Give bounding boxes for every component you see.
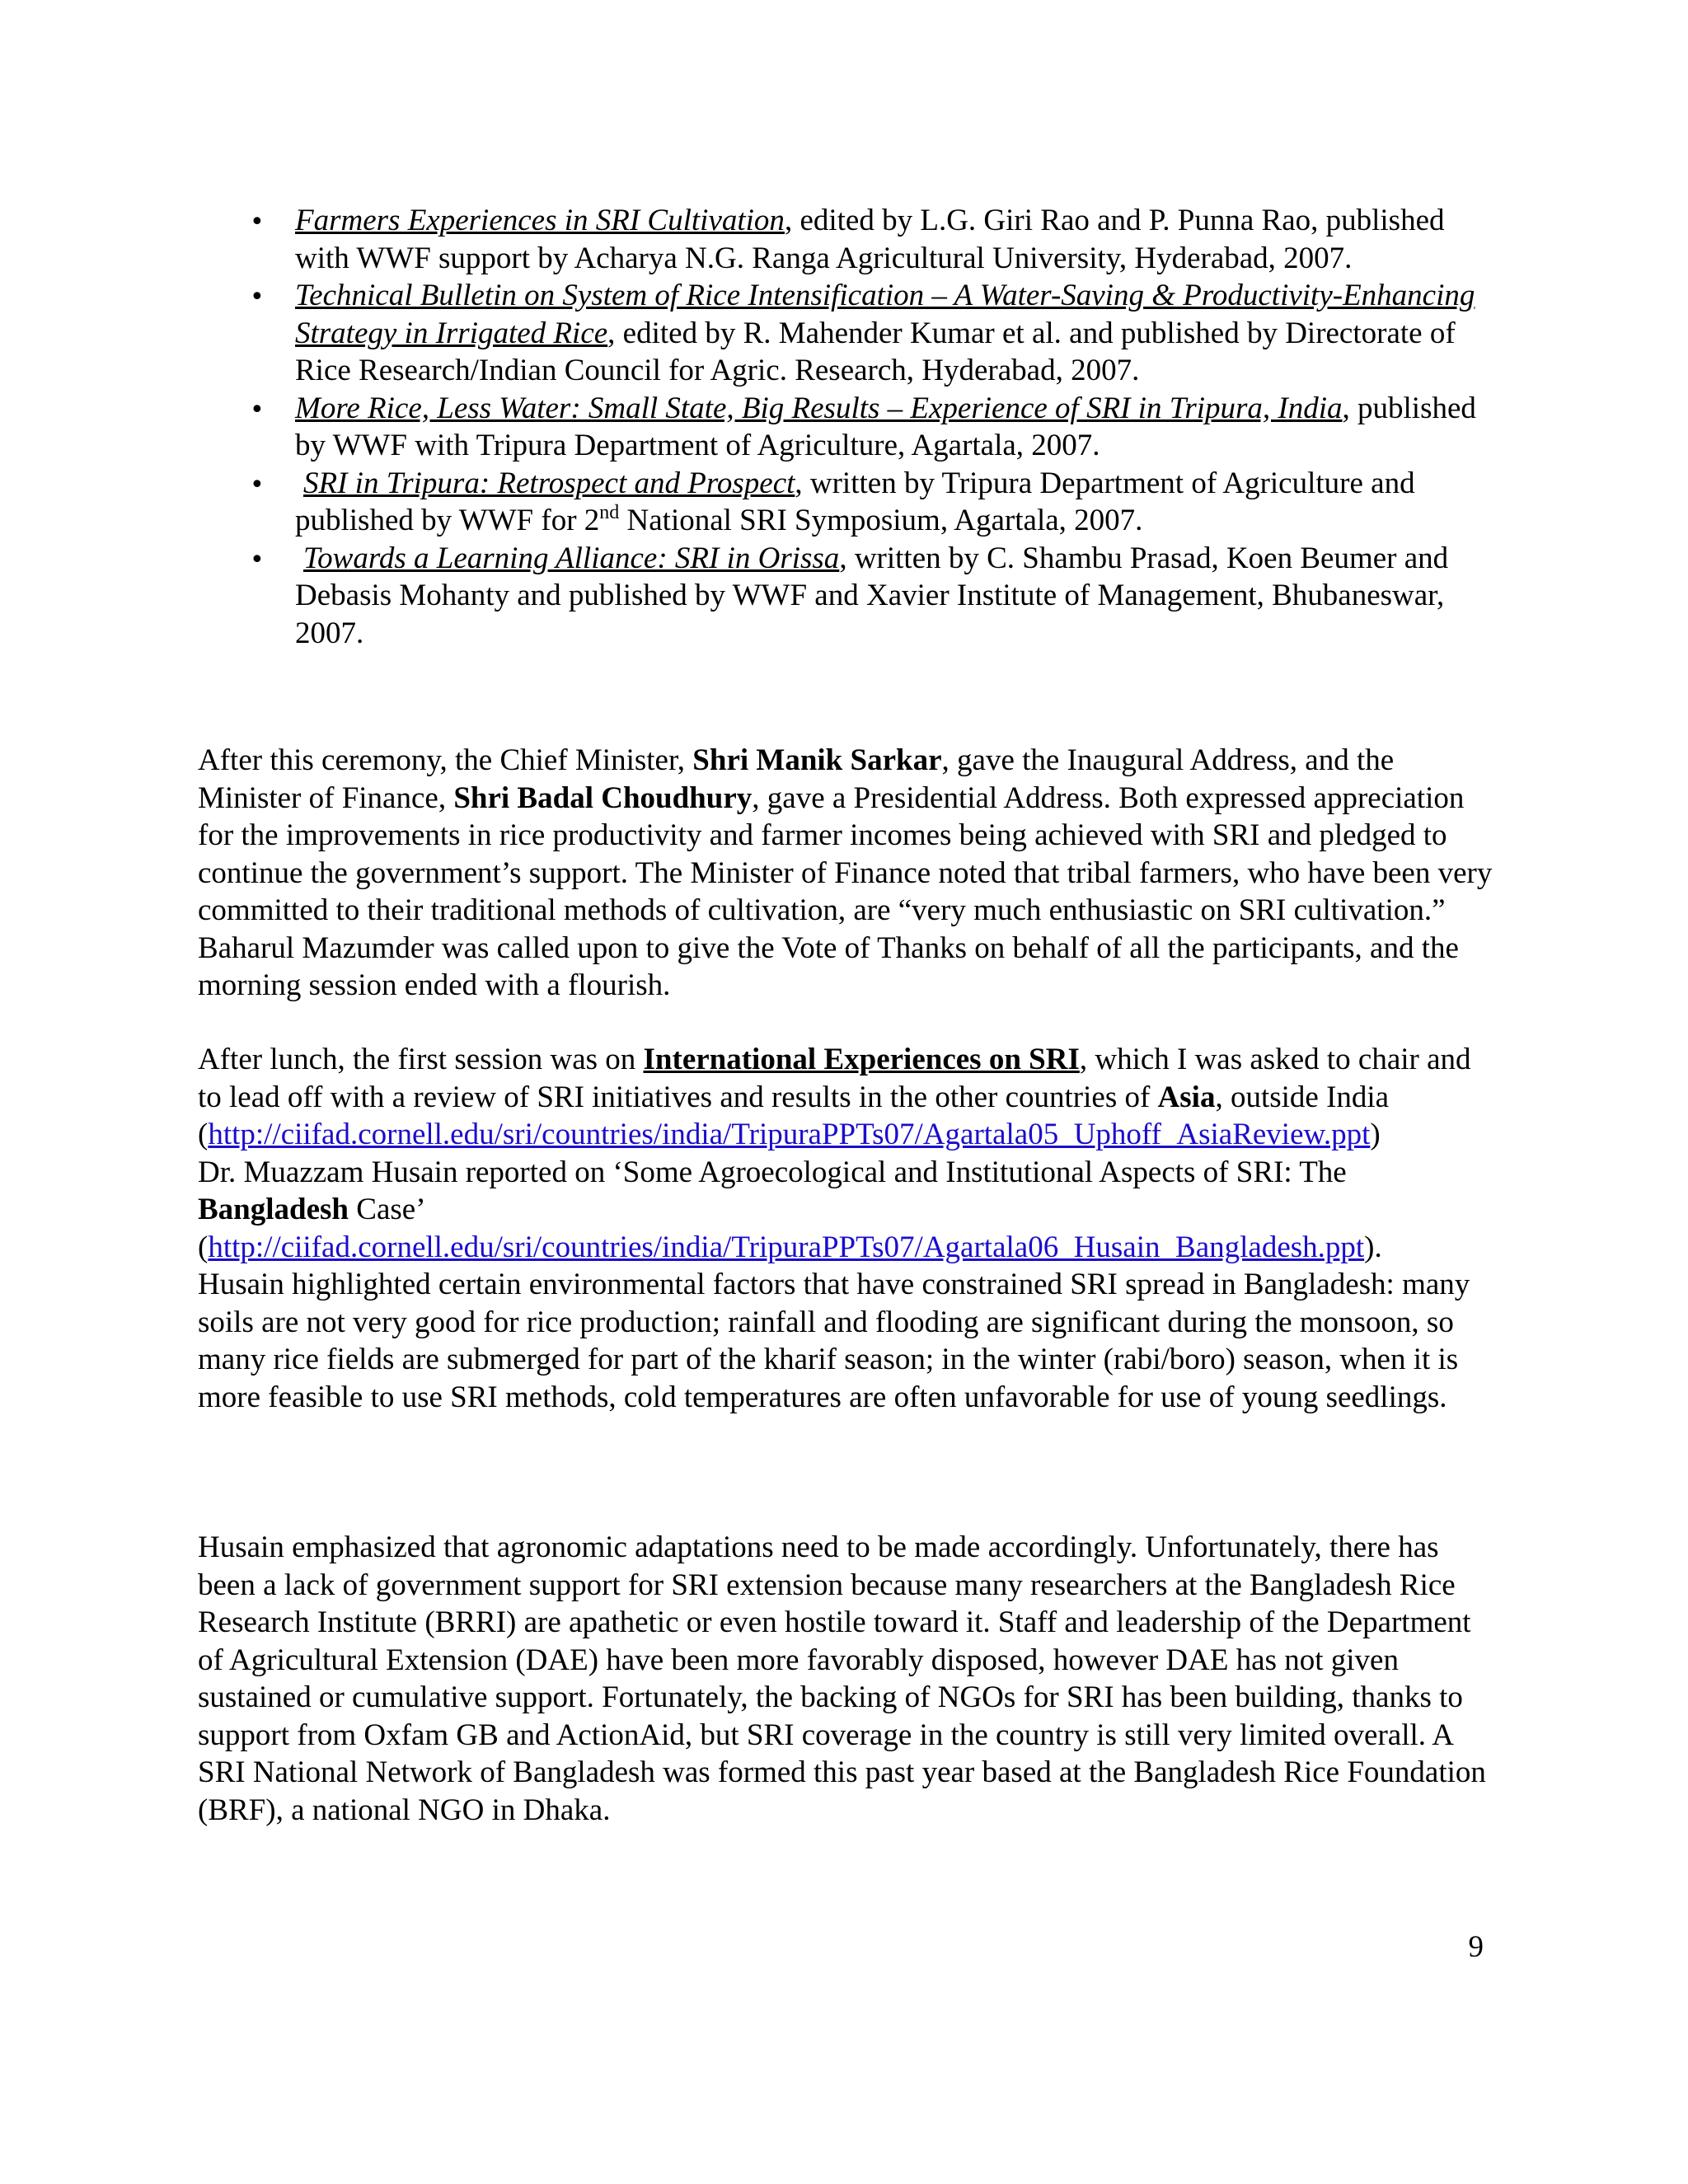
text-run: , gave the Inaugural Address, and the Minister of Finance, <box>198 743 1395 815</box>
asia-review-link[interactable]: http://ciifad.cornell.edu/sri/countries/india/TripuraPPTs07/Agartala05_Uphoff_AsiaReview.ppt <box>208 1118 1371 1151</box>
text-run: , outside India <box>1215 1080 1390 1114</box>
bullet-icon <box>250 390 265 429</box>
paragraph-ceremony <box>198 742 1500 1005</box>
publication-details: , edited by R. Mahender Kumar et al. and published by Directorate of Rice Research/Indian Council for Agric. Research, Hyderabad, 2007. <box>295 316 1456 387</box>
text-run: , which I was asked to chair and to lead off with a review of SRI initiatives and results in the other countries of <box>198 1043 1471 1114</box>
bullet-icon <box>250 202 265 241</box>
text-run: ( <box>198 1230 209 1264</box>
person-name: Shri Badal Choudhury <box>453 780 753 815</box>
publication-title: SRI in Tripura: Retrospect and Prospect <box>303 466 795 500</box>
ordinal-suffix: nd <box>599 502 620 523</box>
country-name: Bangladesh <box>198 1193 349 1226</box>
publication-title: Technical Bulletin on System of Rice Intensification – A Water-Saving & Productivity-Enhancing Strategy in Irrigated Rice <box>295 279 1475 350</box>
text-run: After lunch, the first session was on <box>198 1043 644 1076</box>
text-run: ( <box>198 1118 209 1151</box>
text-run: , gave a Presidential Address. Both expressed appreciation for the improvements in rice productivity and farmer incomes being achieved with SRI and pledged to continue the government’s support. The Minister of Finance noted that tribal farmers, who have been very committed to their traditional methods of cultivation, are “very much enthusiastic on SRI cultivation.” Baharul Mazumder was called upon to give the Vote of Thanks on behalf of all the participants, and the morning session ended with a flourish. <box>198 780 1493 1002</box>
publication-details: , written by Tripura Department of Agriculture and published by WWF for 2 <box>295 466 1415 537</box>
publication-title: Farmers Experiences in SRI Cultivation <box>295 204 785 237</box>
publication-details: , edited by L.G. Giri Rao and P. Punna Rao, published with WWF support by Acharya N.G. Ranga Agricultural University, Hyderabad, 2007. <box>295 204 1445 275</box>
publication-list <box>198 202 1500 652</box>
list-item <box>198 390 1500 465</box>
publication-title: More Rice, Less Water: Small State, Big Results – Experience of SRI in Tripura, India <box>295 391 1343 425</box>
bullet-icon <box>250 540 265 579</box>
session-heading: International Experiences on SRI <box>643 1043 1080 1076</box>
bullet-icon <box>250 465 265 504</box>
page-number: 9 <box>1468 1930 1484 1964</box>
text-run: Case’ <box>349 1193 426 1226</box>
list-item <box>198 277 1500 390</box>
bangladesh-case-link[interactable]: http://ciifad.cornell.edu/sri/countries/india/TripuraPPTs07/Agartala06_Husain_Bangladesh.ppt <box>208 1230 1365 1264</box>
person-name: Shri Manik Sarkar <box>692 743 942 777</box>
publication-title: Towards a Learning Alliance: SRI in Orissa <box>303 541 840 575</box>
text-run: Husain highlighted certain environmental factors that have constrained SRI spread in Bangladesh: many soils are not very good for rice production; rainfall and flooding are significant during the monsoon, so many rice fields are submerged for part of the kharif season; in the winter (rabi/boro) season, when it is more feasible to use SRI methods, cold temperatures are often unfavorable for use of young seedlings. <box>198 1268 1470 1414</box>
list-item <box>198 540 1500 653</box>
text-run: After this ceremony, the Chief Minister, <box>198 743 693 777</box>
text-run: Dr. Muazzam Husain reported on ‘Some Agroecological and Institutional Aspects of SRI: The <box>198 1155 1347 1189</box>
publication-details: , published by WWF with Tripura Department of Agriculture, Agartala, 2007. <box>295 391 1476 462</box>
list-item <box>198 202 1500 277</box>
region-name: Asia <box>1157 1080 1216 1114</box>
text-run: ). <box>1364 1230 1382 1264</box>
paragraph-agronomic-adaptations: Husain emphasized that agronomic adaptations need to be made accordingly. Unfortunately, there has been a lack of government support for SRI extension because many researchers at the Bangladesh Rice Research Institute (BRRI) are apathetic or even hostile toward it. Staff and leadership of the Department of Agricultural Extension (DAE) have been more favorably disposed, however DAE has not given sustained or cumulative support. Fortunately, the backing of NGOs for SRI has been building, thanks to support from Oxfam GB and ActionAid, but SRI coverage in the country is still very limited overall. A SRI National Network of Bangladesh was formed this past year based at the Bangladesh Rice Foundation (BRF), a national NGO in Dhaka. <box>198 1530 1486 1827</box>
paragraph-international-session <box>198 1041 1500 1416</box>
publication-details: , written by C. Shambu Prasad, Koen Beumer and Debasis Mohanty and published by WWF and Xavier Institute of Management, Bhubaneswar, 2007. <box>295 541 1449 650</box>
list-item <box>198 465 1500 540</box>
publication-details-cont: National SRI Symposium, Agartala, 2007. <box>619 504 1143 537</box>
text-run: ) <box>1370 1118 1381 1151</box>
bullet-icon <box>250 277 265 316</box>
